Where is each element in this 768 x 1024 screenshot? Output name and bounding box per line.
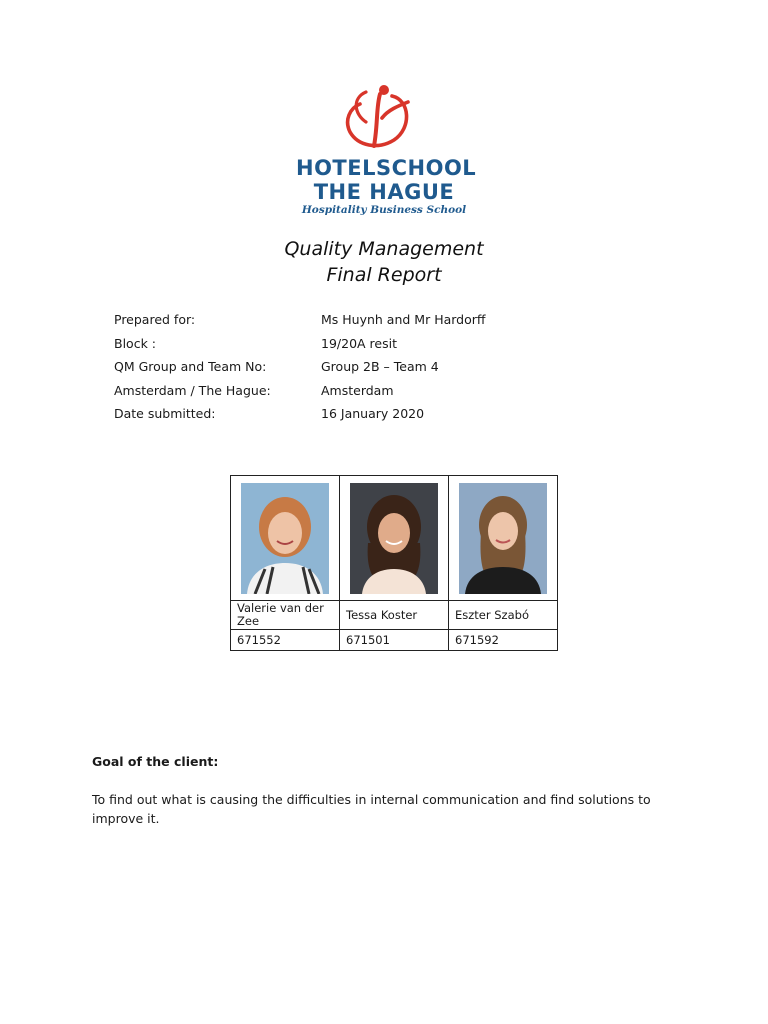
report-title-line2: Final Report (326, 264, 442, 286)
info-label: QM Group and Team No: (114, 359, 267, 374)
team-member-id: 671552 (231, 630, 340, 651)
report-title (0, 236, 768, 288)
team-member-name: Tessa Koster (340, 601, 449, 630)
logo-wordmark-line1: HOTELSCHOOL (296, 156, 477, 180)
info-row-group-team (114, 355, 486, 379)
info-label: Prepared for: (114, 312, 196, 327)
info-label: Date submitted: (114, 406, 216, 421)
portrait-photo (459, 483, 547, 594)
info-value: 16 January 2020 (321, 406, 425, 421)
table-row-ids (231, 630, 558, 651)
info-label: Amsterdam / The Hague: (114, 382, 271, 398)
report-title-line1: Quality Management (284, 238, 484, 260)
info-label: Block : (114, 335, 156, 351)
info-row-block (114, 332, 486, 356)
portrait-photo (241, 483, 329, 594)
report-info-block (114, 308, 486, 426)
logo-wordmark-line2: THE HAGUE (313, 180, 455, 204)
portrait-photo (350, 483, 438, 594)
team-member-id: 671501 (340, 630, 449, 651)
team-member-name: Valerie van der Zee (231, 601, 340, 630)
info-value: 19/20A resit (321, 335, 397, 351)
team-member-name: Eszter Szabó (449, 601, 558, 630)
info-row-location (114, 379, 486, 403)
goal-text: To find out what is causing the difficulties in internal communication and find solutions to improve it. (92, 792, 651, 826)
team-photo-cell (231, 476, 340, 601)
logo-tagline: Hospitality Business School (301, 204, 467, 216)
info-value: Group 2B – Team 4 (321, 359, 439, 374)
info-value: Amsterdam (321, 382, 394, 398)
goal-heading: Goal of the client: (92, 754, 219, 769)
team-member-id: 671592 (449, 630, 558, 651)
team-photo-cell (449, 476, 558, 601)
team-photo-cell (340, 476, 449, 601)
table-row-photos (231, 476, 558, 601)
hotelschool-logo (296, 80, 477, 222)
team-members-table (230, 475, 558, 651)
info-row-prepared-for (114, 308, 486, 332)
logo-mark-icon (336, 84, 426, 156)
info-value: Ms Huynh and Mr Hardorff (321, 312, 486, 327)
info-row-date-submitted (114, 402, 486, 426)
table-row-names (231, 601, 558, 630)
